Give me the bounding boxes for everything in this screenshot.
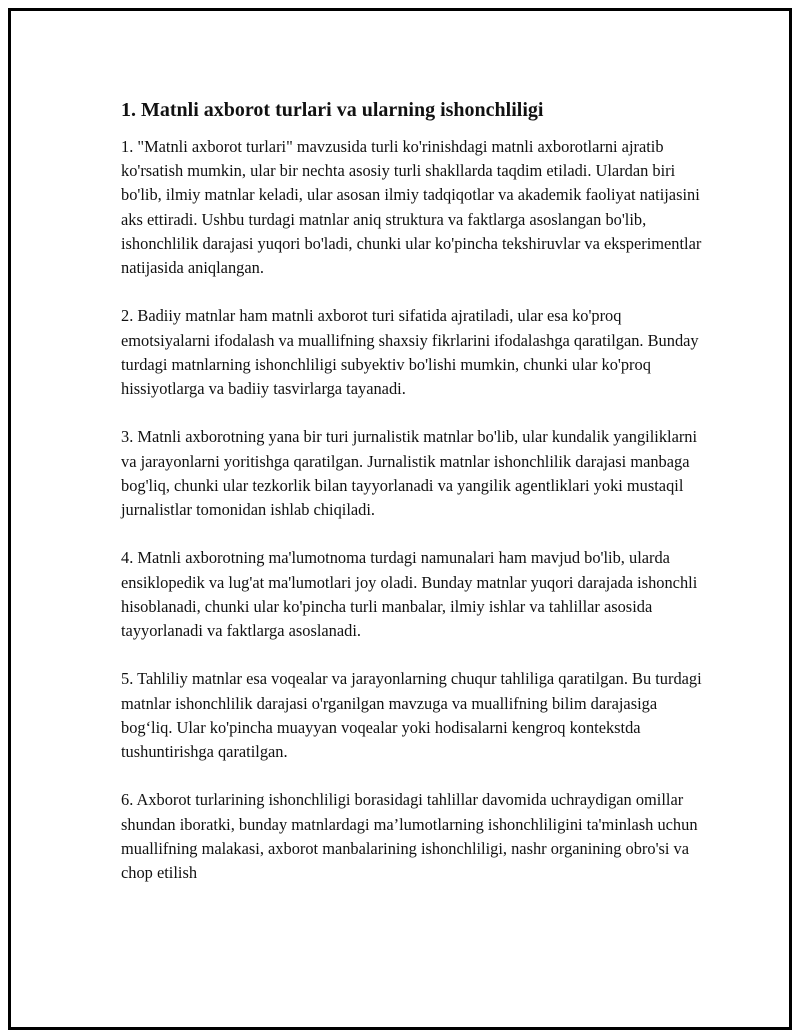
paragraph-2: 2. Badiiy matnlar ham matnli axborot turi sifatida ajratiladi, ular esa ko'proq emotsiyalarni ifodalash va muallifning shaxsiy fikrlarini ifodalashga qaratilgan. Bunday turdagi matnlarning ishonchliligi subyektiv bo'lishi mumkin, chunki ular ko'proq hissiyotlarga va badiiy tasvirlarga tayanadi. <box>121 306 699 399</box>
page-frame <box>8 8 792 1030</box>
paragraph-4: 4. Matnli axborotning ma'lumotnoma turdagi namunalari ham mavjud bo'lib, ularda ensiklopedik va lug'at ma'lumotlari joy oladi. Bunday matnlar yuqori darajada ishonchli hisoblanadi, chunki ular ko'pincha turli manbalar, ilmiy ishlar va tahlillar asosida tayyorlanadi va faktlarga asoslanadi. <box>121 548 698 641</box>
paragraph-5: 5. Tahliliy matnlar esa voqealar va jarayonlarning chuqur tahliliga qaratilgan. Bu turdagi matnlar ishonchlilik darajasi o'rganilgan mavzuga va muallifning bilim darajasiga bog‘liq. Ular ko'pincha muayyan voqealar yoki hodisalarni kengroq kontekstda tushuntirishga qaratilgan. <box>121 669 702 762</box>
section-heading: 1. Matnli axborot turlari va ularning ishonchliligi <box>121 99 544 121</box>
paragraph-6: 6. Axborot turlarining ishonchliligi borasidagi tahlillar davomida uchraydigan omillar shundan iboratki, bunday matnlardagi ma’lumotlarning ishonchliligini ta'minlash uchun muallifning malakasi, axborot manbalarining ishonchliligi, nashr organining obro'si va chop etilish <box>121 790 698 883</box>
paragraph-3: 3. Matnli axborotning yana bir turi jurnalistik matnlar bo'lib, ular kundalik yangiliklarni va jarayonlarni yoritishga qaratilgan. Jurnalistik matnlar ishonchlilik darajasi manbaga bog'liq, chunki ular tezkorlik bilan tayyorlanadi va yangilik agentliklari yoki mustaqil jurnalistlar tomonidan ishlab chiqiladi. <box>121 427 698 520</box>
paragraph-1: 1. "Matnli axborot turlari" mavzusida turli ko'rinishdagi matnli axborotlarni ajratib ko'rsatish mumkin, ular bir nechta asosiy turli shakllarda taqdim etiladi. Ulardan biri bo'lib, ilmiy matnlar keladi, ular asosan ilmiy tadqiqotlar va akademik faoliyat natijasini aks ettiradi. Ushbu turdagi matnlar aniq struktura va faktlarga asoslangan bo'lib, ishonchlilik darajasi yuqori bo'ladi, chunki ular ko'pincha tekshiruvlar va eksperimentlar natijasida aniqlangan. <box>121 137 702 278</box>
document-body <box>121 97 711 909</box>
